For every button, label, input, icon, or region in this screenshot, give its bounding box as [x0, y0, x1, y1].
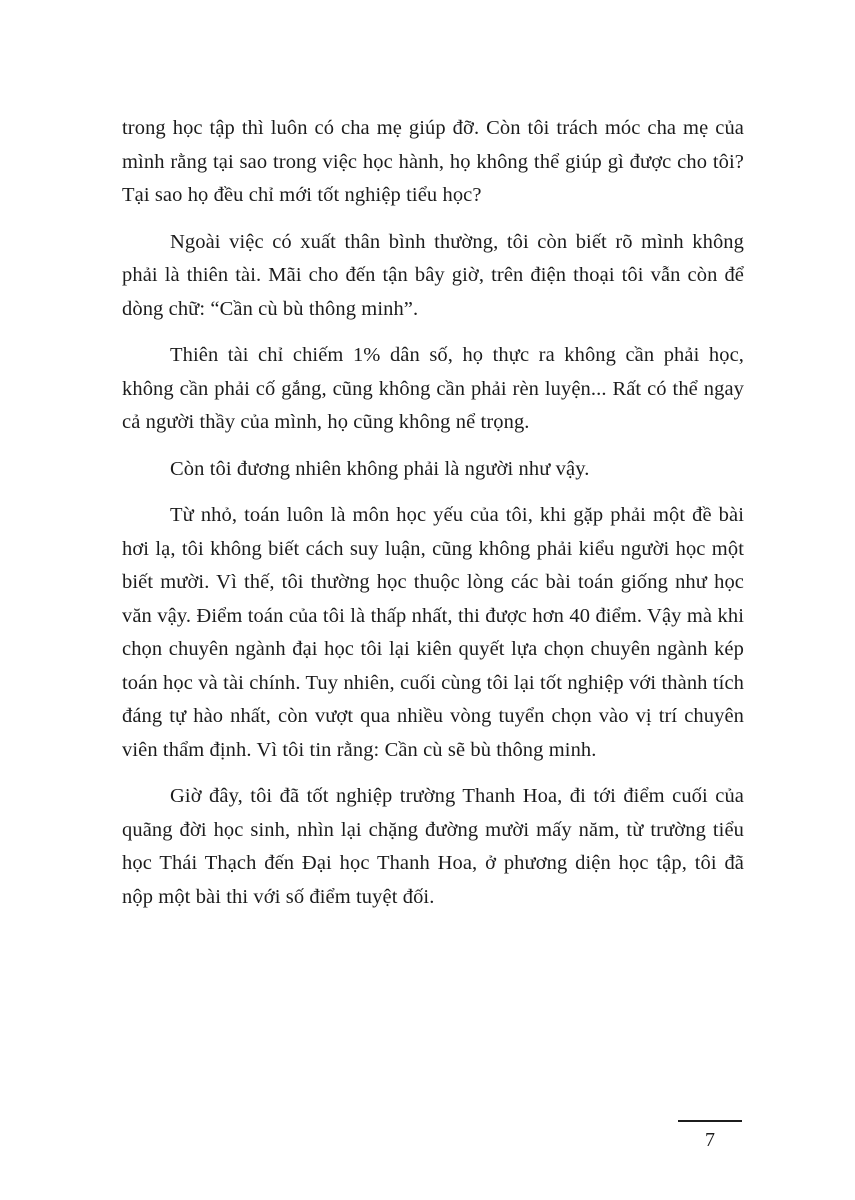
paragraph: Còn tôi đương nhiên không phải là người như vậy. [170, 457, 590, 480]
page-footer [678, 1120, 742, 1152]
body-text [122, 112, 744, 927]
paragraph: Từ nhỏ, toán luôn là môn học yếu của tôi, khi gặp phải một đề bài hơi lạ, tôi không biết cách suy luận, cũng không phải kiểu người học một biết mười. Vì thế, tôi thường học thuộc lòng các bài toán giống như học văn vậy. Điểm toán của tôi là thấp nhất, thi được hơn 40 điểm. Vậy mà khi chọn chuyên ngành đại học tôi lại kiên quyết lựa chọn chuyên ngành kép toán học và tài chính. Tuy nhiên, cuối cùng tôi lại tốt nghiệp với thành tích đáng tự hào nhất, còn vượt qua nhiều vòng tuyển chọn vào vị trí chuyên viên thẩm định. Vì tôi tin rằng: Cần cù sẽ bù thông minh. [122, 504, 744, 761]
paragraph: Thiên tài chỉ chiếm 1% dân số, họ thực ra không cần phải học, không cần phải cố gắng, cũng không cần phải rèn luyện... Rất có thể ngay cả người thầy của mình, họ cũng không nể trọng. [122, 344, 744, 433]
paragraph: Giờ đây, tôi đã tốt nghiệp trường Thanh Hoa, đi tới điểm cuối của quãng đời học sinh, nhìn lại chặng đường mười mấy năm, từ trường tiểu học Thái Thạch đến Đại học Thanh Hoa, ở phương diện học tập, tôi đã nộp một bài thi với số điểm tuyệt đối. [122, 785, 744, 908]
footer-rule [678, 1120, 742, 1122]
paragraph: trong học tập thì luôn có cha mẹ giúp đỡ. Còn tôi trách móc cha mẹ của mình rằng tại sao trong việc học hành, họ không thể giúp gì được cho tôi? Tại sao họ đều chỉ mới tốt nghiệp tiểu học? [122, 117, 744, 206]
paragraph: Ngoài việc có xuất thân bình thường, tôi còn biết rõ mình không phải là thiên tài. Mãi cho đến tận bây giờ, trên điện thoại tôi vẫn còn để dòng chữ: “Cần cù bù thông minh”. [122, 230, 744, 320]
page-number: 7 [705, 1129, 715, 1151]
